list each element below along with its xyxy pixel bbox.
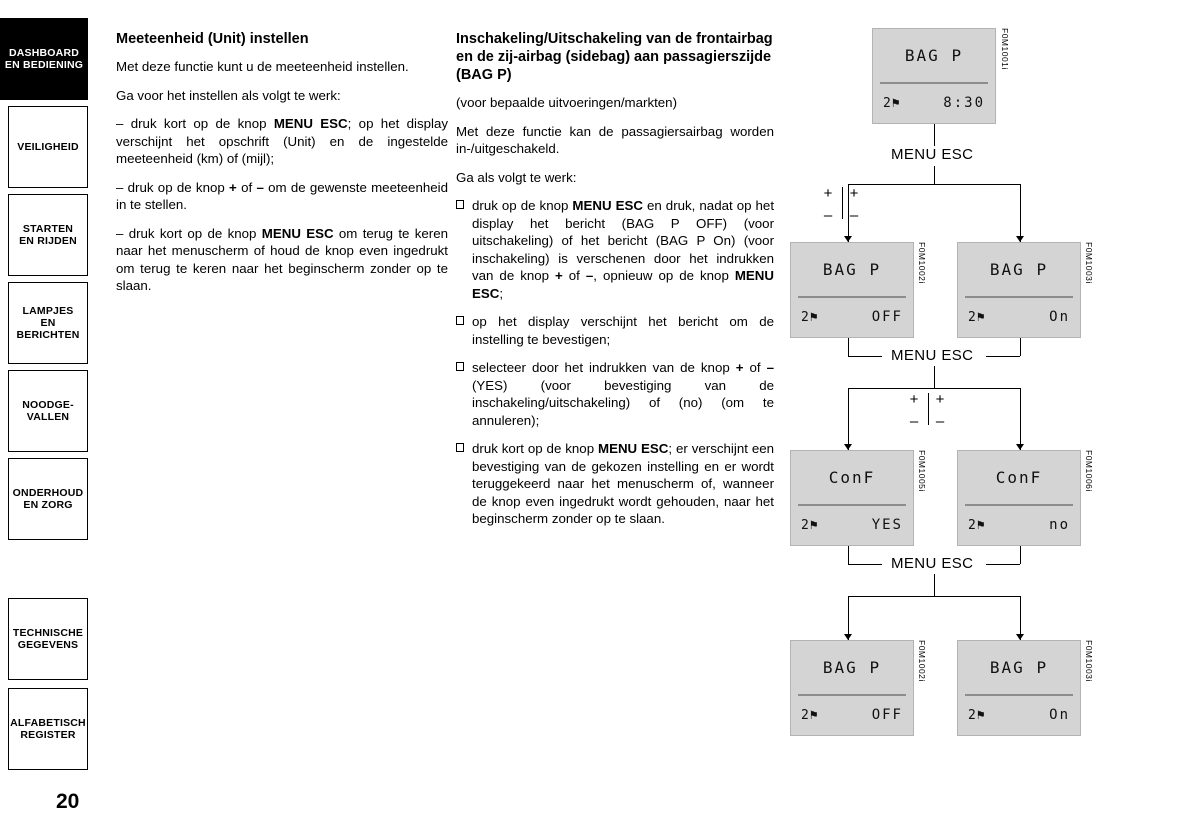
display-bottom-line [801, 298, 903, 337]
sidebar-item-noodgevallen[interactable] [8, 370, 88, 452]
display-top-line: BAG P [989, 657, 1049, 677]
plus-symbol: + [823, 185, 833, 202]
connector-line [848, 356, 882, 357]
list-item [456, 359, 774, 429]
display-bottom-value: YES [871, 517, 903, 534]
text-run: (YES) (voor bevestiging van de inschakeling/uitschakeling) of (no) (om te annuleren); [472, 377, 774, 428]
square-bullet-icon [456, 443, 464, 452]
paragraph-unit-steps-intro: Ga voor het instellen als volgt te werk: [116, 87, 341, 103]
text-run-bold: MENU ESC [261, 225, 334, 241]
sidebar-item-label: LAMPJES EN BERICHTEN [16, 305, 80, 341]
connector-line [848, 388, 1020, 389]
figure-code: F0M1003i [1084, 640, 1094, 682]
text-run: ; op het display verschijnt het opschrift (Unit) en de ingestelde meeteenheid (km) of (mijl); [116, 116, 449, 166]
text-run-bold: MENU ESC [598, 441, 669, 456]
display-top-line: BAG P [822, 259, 882, 279]
section-heading-bagp: Inschakeling/Uitschakeling van de frontairbag en de zij-airbag (sidebag) aan passagierszijde (BAG P) [456, 31, 773, 83]
text-run: om terug te keren naar het menuscherm of houd de knop even ingedrukt om terug te keren naar het beginscherm zonder op te slaan. [116, 225, 448, 293]
display-top-line: ConF [995, 467, 1043, 487]
display-seatbelt-icon: 2⚑ [883, 95, 901, 111]
connector-line [986, 356, 1020, 357]
text-run: om de gewenste meeteenheid in te stellen. [116, 179, 448, 212]
display-bottom-value: On [1049, 707, 1070, 724]
connector-line [848, 184, 1020, 185]
text-run-bold: – [766, 360, 774, 375]
text-run: druk kort op de knop [472, 441, 598, 456]
sidebar-item-label: DASHBOARD EN BEDIENING [4, 47, 84, 71]
plus-minus-label [820, 186, 836, 223]
display-bottom-line [801, 506, 903, 545]
display-bottom-line [801, 696, 903, 735]
sidebar-item-label: NOODGE- VALLEN [22, 399, 74, 423]
display-screen-conf-no [957, 450, 1081, 546]
display-screen-bagp-off-final [790, 640, 914, 736]
list-item [456, 197, 774, 302]
connector-line [1020, 184, 1021, 242]
display-bottom-value: 8:30 [943, 95, 985, 112]
text-run: of [236, 179, 257, 195]
connector-line [1020, 388, 1021, 450]
display-bottom-line [968, 506, 1070, 545]
sidebar-item-veiligheid[interactable] [8, 106, 88, 188]
sidebar-item-label: VEILIGHEID [17, 141, 79, 153]
text-run-bold: – [256, 179, 264, 195]
text-run-bold: + [555, 268, 563, 283]
menu-esc-label-1: MENU ESC [891, 146, 974, 163]
text-run: of [743, 360, 767, 375]
page-number: 20 [56, 790, 80, 813]
text-run: op het display verschijnt het bericht om de instelling te bevestigen; [472, 314, 774, 347]
connector-line [1020, 546, 1021, 564]
square-bullet-icon [456, 200, 464, 209]
figure-code: F0M1002i [917, 640, 927, 682]
figure-code: F0M1006i [1084, 450, 1094, 492]
minus-symbol: – [909, 413, 919, 430]
paragraph-unit-step3 [116, 225, 448, 295]
display-screen-conf-yes [790, 450, 914, 546]
connector-line [934, 366, 935, 388]
plus-minus-divider [842, 187, 843, 219]
display-top-line: BAG P [904, 45, 964, 65]
minus-symbol: – [935, 413, 945, 430]
plus-minus-label [846, 186, 862, 223]
text-run: druk op de knop [472, 198, 573, 213]
display-screen-bagp-on [957, 242, 1081, 338]
paragraph-bagp-intro: Met deze functie kan de passagiersairbag worden in-/uitgeschakeld. [456, 123, 774, 156]
display-top-line: BAG P [989, 259, 1049, 279]
text-run-bold: + [735, 360, 744, 375]
figure-code: F0M1005i [917, 450, 927, 492]
connector-line [934, 166, 935, 184]
text-run: of [562, 268, 586, 283]
figure-code: F0M1002i [917, 242, 927, 284]
paragraph-unit-step1 [116, 115, 448, 168]
figure-code: F0M1003i [1084, 242, 1094, 284]
sidebar-item-starten-en-rijden[interactable] [8, 194, 88, 276]
text-run: , opnieuw op de knop [593, 268, 735, 283]
connector-line [848, 596, 1020, 597]
connector-line [848, 338, 849, 356]
paragraph-bagp-steps-intro: Ga als volgt te werk: [456, 169, 577, 185]
bagp-flow-diagram [790, 22, 1176, 782]
list-item [456, 313, 774, 348]
side-tab-strip [0, 0, 96, 823]
minus-symbol: – [823, 207, 833, 224]
display-bottom-value: OFF [871, 309, 903, 326]
sidebar-item-alfabetisch-register[interactable] [8, 688, 88, 770]
connector-line [848, 388, 849, 450]
display-seatbelt-icon: 2⚑ [968, 309, 986, 325]
text-run: – druk kort op de knop [116, 116, 274, 131]
text-run-bold: MENU ESC [572, 198, 643, 213]
menu-esc-label-2: MENU ESC [891, 347, 974, 364]
sidebar-item-onderhoud-en-zorg[interactable] [8, 458, 88, 540]
text-run: ; [499, 285, 504, 301]
display-seatbelt-icon: 2⚑ [968, 707, 986, 723]
connector-line [986, 564, 1020, 565]
sidebar-item-dashboard[interactable] [0, 18, 88, 100]
sidebar-item-lampjes-en-berichten[interactable] [8, 282, 88, 364]
plus-minus-divider [928, 393, 929, 425]
display-screen-bagp-on-final [957, 640, 1081, 736]
paragraph-unit-step2 [116, 179, 448, 214]
display-seatbelt-icon: 2⚑ [801, 707, 819, 723]
plus-minus-label [906, 392, 922, 429]
text-run-bold: + [229, 179, 237, 195]
display-seatbelt-icon: 2⚑ [968, 517, 986, 533]
text-run: – druk kort op de knop [116, 225, 262, 241]
display-screen-bagp-clock [872, 28, 996, 124]
display-top-line: ConF [828, 467, 876, 487]
text-run: en druk, nadat op het display het bericht (BAG P OFF) (voor uitschakeling) of het bericht (BAG P On) (voor inschakeling) is verschenen door het indrukken van de knop [472, 198, 775, 283]
text-run: ; er verschijnt een bevestiging van de gekozen instelling en er wordt teruggekeerd naar het menuscherm of, wanneer de knop even ingedrukt wordt gehouden, naar het beginscherm zonder op te slaan. [472, 441, 774, 526]
connector-line [848, 546, 849, 564]
display-bottom-value: OFF [871, 707, 903, 724]
connector-line [848, 564, 882, 565]
plus-symbol: + [849, 185, 859, 202]
text-run-bold: MENU ESC [273, 116, 348, 131]
display-screen-bagp-off [790, 242, 914, 338]
text-run: selecteer door het indrukken van de knop [472, 360, 736, 375]
display-bottom-line [883, 84, 985, 123]
connector-line [934, 124, 935, 146]
list-item [456, 440, 774, 528]
paragraph-bagp-subheading: (voor bepaalde uitvoeringen/markten) [456, 95, 678, 110]
display-bottom-value: On [1049, 309, 1070, 326]
display-seatbelt-icon: 2⚑ [801, 517, 819, 533]
menu-esc-label-3: MENU ESC [891, 555, 974, 572]
sidebar-item-label: STARTEN EN RIJDEN [19, 223, 77, 247]
plus-minus-label [932, 392, 948, 429]
text-run-bold: – [585, 268, 594, 283]
figure-code: F0M1001i [1000, 28, 1010, 70]
sidebar-item-label: TECHNISCHE GEGEVENS [12, 627, 84, 651]
display-bottom-line [968, 696, 1070, 735]
display-top-line: BAG P [822, 657, 882, 677]
square-bullet-icon [456, 316, 464, 325]
plus-symbol: + [935, 391, 945, 408]
text-column-right [456, 30, 774, 539]
section-heading-unit: Meeteenheid (Unit) instellen [116, 31, 309, 47]
minus-symbol: – [849, 207, 859, 224]
connector-line [934, 574, 935, 596]
paragraph-unit-intro: Met deze functie kunt u de meeteenheid instellen. [116, 59, 409, 74]
display-bottom-value: no [1049, 517, 1070, 534]
display-bottom-line [968, 298, 1070, 337]
connector-line [1020, 338, 1021, 356]
sidebar-item-label: ALFABETISCH REGISTER [10, 717, 86, 741]
plus-symbol: + [909, 391, 919, 408]
text-run-bold: MENU ESC [472, 268, 774, 301]
display-seatbelt-icon: 2⚑ [801, 309, 819, 325]
sidebar-item-technische-gegevens[interactable] [8, 598, 88, 680]
text-column-left [116, 30, 448, 306]
text-run: – druk op de knop [116, 179, 230, 195]
square-bullet-icon [456, 362, 464, 371]
sidebar-item-label: ONDERHOUD EN ZORG [12, 487, 84, 511]
